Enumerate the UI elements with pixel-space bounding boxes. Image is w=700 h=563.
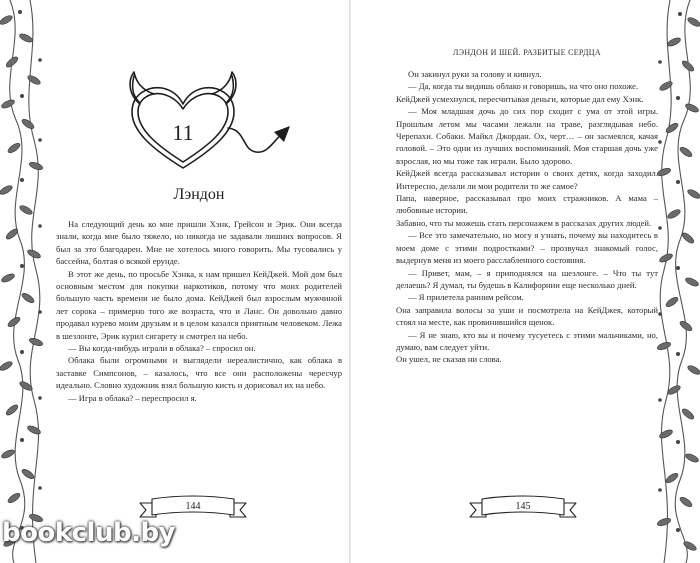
- page-number: 144: [185, 501, 201, 512]
- paragraph: Он ушел, не сказав ни слова.: [396, 354, 502, 365]
- paragraph: КейДжей усмехнулся, пересчитывая деньги, которые дал ему Хэнк.: [396, 93, 644, 104]
- paragraph: В этот же день, по просьбе Хэнка, к нам пришел КейДжей. Мой дом был основным местом для покупки наркотиков, потому что моих родителей большую часть времени не было дома. КейДжей был взрослым мужчиной лет сорока – примерно того же возраста, что и Ланс. Он довольно давно продавал курево моим друзьям и в целом казался приятным человеком. Лежа в шезлонге, Эрик курил сигарету и смотрел на небо.: [56, 268, 342, 341]
- chapter-title: Лэндон: [173, 186, 225, 203]
- page-number-banner-right: [468, 495, 578, 521]
- paragraph: — Игра в облака? – переспросил я.: [68, 392, 197, 403]
- paragraph: КейДжей всегда рассказывал истории о своих детях, когда заходил. Интересно, делали ли мои родители то же самое?: [396, 168, 658, 191]
- paragraph: — Привет, мам, – я приподнялся на шезлонге. – Что ты тут делаешь? Я думал, ты будешь в Калифорнии еще несколько дней.: [396, 267, 658, 290]
- paragraph: — Да, когда ты видишь облако и говоришь, на что оно похоже.: [408, 81, 639, 92]
- page-number: 145: [515, 501, 531, 512]
- floral-vine-border-right: [654, 0, 700, 563]
- paragraph: — Я прилетела ранним рейсом.: [408, 292, 524, 303]
- paragraph: Он закинул руки за голову и кивнул.: [408, 69, 542, 79]
- left-page-body-text: [56, 218, 342, 404]
- paragraph: — Я не знаю, кто вы и почему тусуетесь с этими мальчиками, но, думаю, вам следует уйти.: [396, 329, 658, 352]
- site-watermark: bookclub.by: [2, 518, 176, 548]
- floral-vine-border-left: [0, 0, 46, 563]
- chapter-number: 11: [172, 120, 194, 145]
- running-head: ЛЭНДОН И ШЕЙ. РАЗБИТЫЕ СЕРДЦА: [453, 48, 601, 57]
- chapter-ornament: [124, 68, 294, 178]
- paragraph: Забавно, что ты можешь стать персонажем в рассказах других людей.: [396, 217, 652, 228]
- paragraph: — Моя младшая дочь до сих пор сходит с ума от этой игры. Прошлым летом мы часами лежали на траве, разглядывая небо. Черепахи. Собаки. Майкл Джордан. Ох, черт… – он засмеялся, качая головой. – Это одни из лучших воспоминаний. Моя старшая дочь уже взрослая, но мы тоже так играли. Было здорово.: [396, 106, 658, 166]
- paragraph: На следующий день ко мне пришли Хэнк, Грейсон и Эрик. Они всегда знали, когда мне было тяжело, но никогда не задавали лишних вопросов. Я был за это благодарен. Мне не хотелось много говорить. Мы тусовались у бассейна, болтая о всякой ерунде.: [56, 219, 342, 267]
- paragraph: Облака были огромными и выглядели нереалистично, как облака в заставке Симпсонов, – казалось, что все они расположены чересчур идеально. Словно художник взял большую кисть и дорисовал их на небо.: [56, 355, 342, 391]
- paragraph: — Все это замечательно, но могу я узнать, почему вы находитесь в моем доме с этими подростками? – прозвучал знакомый голос, выдернув меня из моего расслабленного состояния.: [396, 230, 658, 266]
- right-page-body-text: [396, 68, 658, 366]
- paragraph: Папа, наверное, рассказывал про моих стражников. А мама – любовные истории.: [396, 193, 658, 216]
- right-page: [396, 0, 658, 563]
- book-gutter: [349, 0, 351, 563]
- left-page: [56, 0, 342, 563]
- paragraph: Она заправила волосы за уши и посмотрела на КейДжея, который стоял на месте, как провинившийся щенок.: [396, 304, 658, 328]
- paragraph: — Вы когда-нибудь играли в облака? – спросил он.: [68, 343, 256, 354]
